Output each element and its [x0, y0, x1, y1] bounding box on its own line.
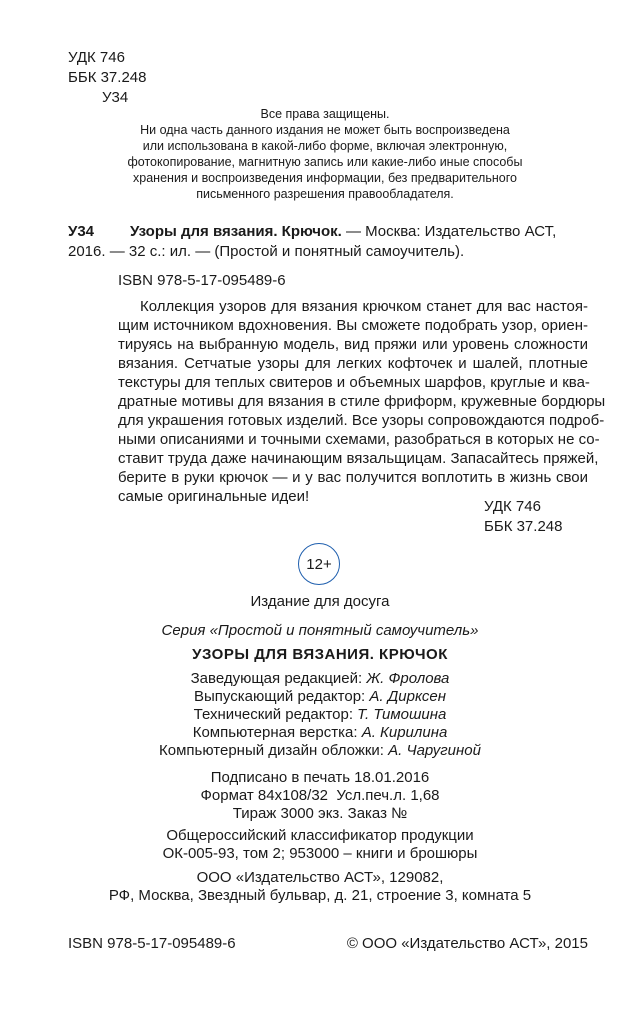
- series-name: Серия «Простой и понятный самоучитель»: [161, 622, 479, 639]
- rights-line: фотокопирование, магнитную запись или какие-либо иные способы: [127, 155, 523, 169]
- staff-role: Компьютерная верстка:: [192, 724, 358, 741]
- catalog-title: Узоры для вязания. Крючок.: [130, 223, 342, 240]
- bbk-code: ББК 37.248: [68, 69, 147, 86]
- classifier-line: ОК-005-93, том 2; 953000 – книги и брошюры: [162, 845, 478, 862]
- print-info-line: Формат 84x108/32 Усл.печ.л. 1,68: [200, 787, 440, 804]
- rights-line: Ни одна часть данного издания не может быть воспроизведена: [140, 123, 510, 137]
- age-rating-badge: [298, 543, 340, 585]
- rights-line: или использована в какой-либо форме, включая электронную,: [142, 139, 508, 153]
- staff-row: [60, 706, 580, 724]
- annotation-line: самые оригинальные идеи!: [118, 488, 310, 505]
- annotation-line: для украшения готовых изделий. Все узоры сопровождаются подроб-: [118, 412, 605, 429]
- annotation-line: текстуры для теплых свитеров и объемных шарфов, круглые и ква-: [118, 374, 590, 391]
- staff-role: Технический редактор:: [193, 706, 353, 723]
- publisher-line: ООО «Издательство АСТ», 129082,: [196, 869, 444, 886]
- rights-line: хранения и воспроизведения информации, без предварительного: [133, 171, 517, 185]
- staff-row: [60, 742, 580, 760]
- staff-name: Ж. Фролова: [366, 670, 450, 687]
- footer-copyright: © ООО «Издательство АСТ», 2015: [346, 935, 588, 952]
- rights-line: письменного разрешения правообладателя.: [196, 187, 454, 201]
- print-info-line: Подписано в печать 18.01.2016: [210, 769, 430, 786]
- editorial-staff: [60, 670, 580, 760]
- staff-name: Т. Тимошина: [357, 706, 447, 723]
- annotation: [118, 297, 606, 506]
- isbn-top: ISBN 978-5-17-095489-6: [118, 272, 286, 289]
- staff-name: А. Чаругиной: [388, 742, 481, 759]
- author-mark: У34: [102, 89, 129, 106]
- udk-code-right: УДК 746: [484, 498, 541, 515]
- classifier-line: Общероссийский классификатор продукции: [166, 827, 474, 844]
- annotation-line: ными описаниями и точными схемами, разобраться в которых не со-: [118, 431, 600, 448]
- edition-type: Издание для досуга: [250, 593, 390, 610]
- annotation-line: ставит труда даже начинающим вязальщицам. Запасайтесь пряжей,: [118, 450, 599, 467]
- staff-row: [60, 724, 580, 742]
- catalog-details-2: 2016. — 32 с.: ил. — (Простой и понятный самоучитель).: [68, 243, 465, 260]
- publisher-address: [60, 869, 580, 905]
- footer: [68, 935, 588, 952]
- annotation-line: Коллекция узоров для вязания крючком станет для вас настоя-: [140, 298, 588, 315]
- publisher-line: РФ, Москва, Звездный бульвар, д. 21, строение 3, комната 5: [108, 887, 532, 904]
- book-title: УЗОРЫ ДЛЯ ВЯЗАНИЯ. КРЮЧОК: [192, 646, 448, 663]
- footer-isbn: ISBN 978-5-17-095489-6: [68, 935, 236, 952]
- staff-row: [60, 670, 580, 688]
- rights-notice: [100, 106, 550, 202]
- staff-name: А. Дирксен: [369, 688, 446, 705]
- product-classifier: [60, 827, 580, 863]
- age-rating-label: 12+: [306, 555, 332, 573]
- staff-role: Компьютерный дизайн обложки:: [159, 742, 384, 759]
- staff-role: Выпускающий редактор:: [193, 688, 366, 705]
- staff-row: [60, 688, 580, 706]
- catalog-code: У34: [68, 223, 95, 240]
- annotation-line: берите в руки крючок — и у вас получится воплотить в жизнь свои: [118, 469, 588, 486]
- bbk-code-right: ББК 37.248: [484, 518, 563, 535]
- catalog-entry: [68, 222, 588, 262]
- classification-codes-right: [484, 497, 562, 537]
- staff-role: Заведующая редакцией:: [190, 670, 363, 687]
- staff-name: А. Кирилина: [361, 724, 448, 741]
- annotation-line: щим источником вдохновения. Вы сможете подобрать узор, ориен-: [118, 317, 588, 334]
- print-info-line: Тираж 3000 экз. Заказ №: [232, 805, 408, 822]
- udk-code: УДК 746: [68, 49, 125, 66]
- classification-codes: [68, 48, 146, 108]
- annotation-line: дратные мотивы для вязания в стиле фриформ, кружевные бордюры: [118, 393, 606, 410]
- print-info: [60, 769, 580, 823]
- catalog-details-1: — Москва: Издательство АСТ,: [341, 223, 557, 240]
- annotation-line: тируясь на выбранную модель, вид пряжи или уровень сложности: [118, 336, 588, 353]
- rights-line: Все права защищены.: [260, 107, 390, 121]
- annotation-line: вязания. Сетчатые узоры для легких кофточек и шалей, плотные: [118, 355, 588, 372]
